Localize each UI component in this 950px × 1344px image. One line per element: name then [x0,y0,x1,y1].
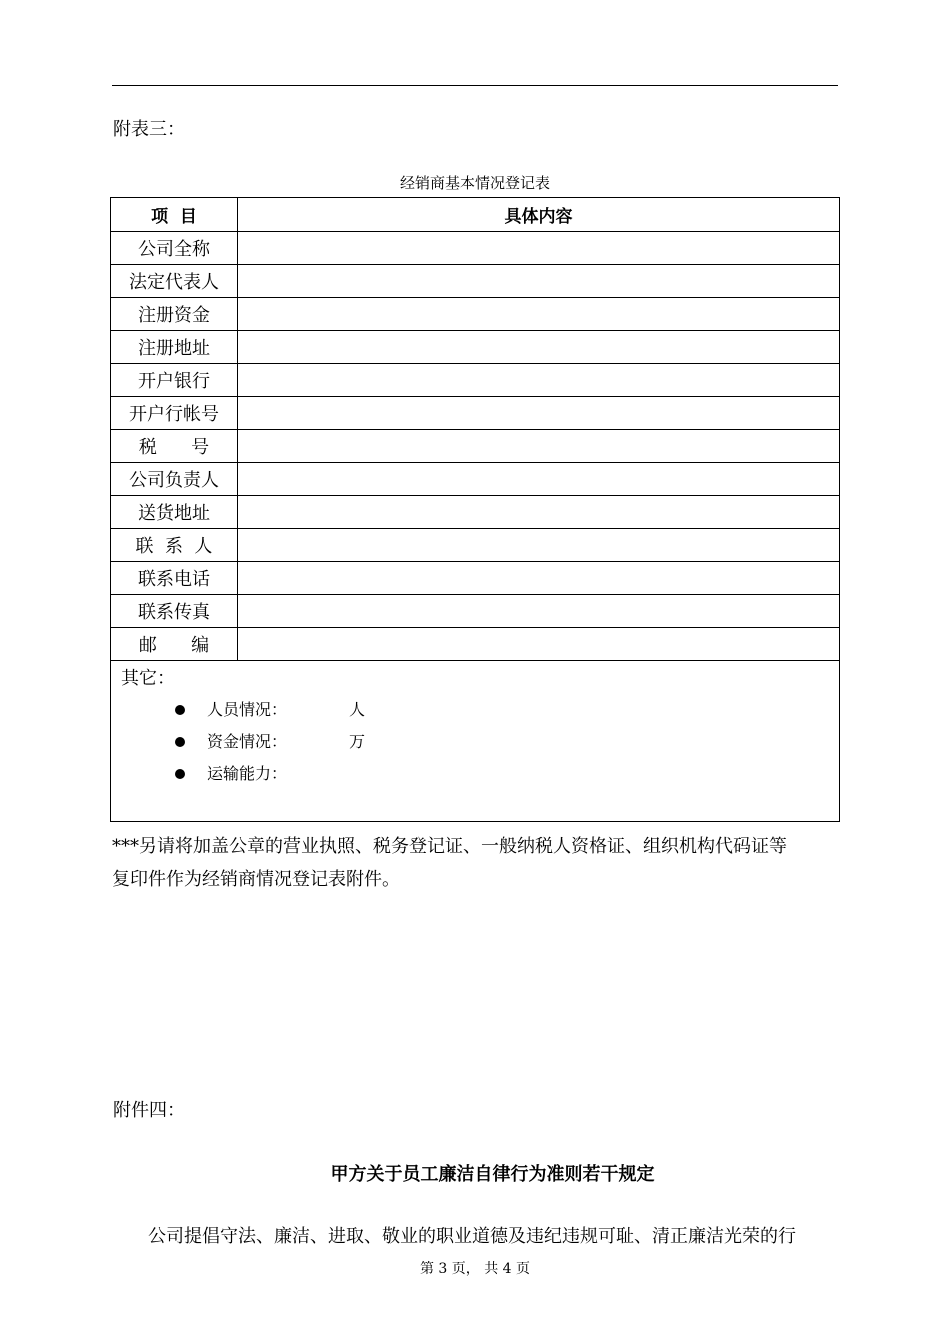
other-row [111,661,840,822]
registration-table [110,197,840,822]
body-paragraph: 公司提倡守法、廉洁、进取、敬业的职业道德及违纪违规可耻、清正廉洁光荣的行 [148,1226,796,1247]
row-value-cell[interactable] [238,529,840,562]
row-value-cell[interactable] [238,430,840,463]
row-label: 送货地址 [111,496,238,529]
item-unit: 人 [349,700,366,719]
row-value-cell[interactable] [238,232,840,265]
table-row [111,397,840,430]
row-value-cell[interactable] [238,331,840,364]
table-row [111,364,840,397]
table-row [111,463,840,496]
header-content: 具体内容 [238,198,840,232]
table-row [111,265,840,298]
row-label: 开户行帐号 [111,397,238,430]
item-label: 人员情况： [207,700,288,719]
row-label: 公司负责人 [111,463,238,496]
table-row [111,331,840,364]
table-row [111,628,840,661]
row-value-cell[interactable] [238,265,840,298]
row-label: 法定代表人 [111,265,238,298]
appendix-label: 附表三： [113,119,185,140]
note-line: 复印件作为经销商情况登记表附件。 [112,869,400,890]
bullet-icon [175,705,185,715]
row-label: 税 号 [111,430,238,463]
row-label: 注册资金 [111,298,238,331]
list-item [175,694,839,726]
table-row [111,430,840,463]
item-unit: 万 [349,732,366,751]
table-row [111,232,840,265]
row-value-cell[interactable] [238,595,840,628]
other-label: 其它： [121,668,175,689]
list-item [175,726,839,758]
page-footer: 第 3 页， 共 4 页 [419,1261,531,1277]
header-item: 项 目 [111,198,238,232]
row-value-cell[interactable] [238,628,840,661]
row-label: 联系电话 [111,562,238,595]
other-list [111,694,839,790]
table-title: 经销商基本情况登记表 [399,174,550,192]
bullet-icon [175,769,185,779]
row-label: 联 系 人 [111,529,238,562]
table-row [111,562,840,595]
item-label: 运输能力： [207,764,288,783]
note-line: ***另请将加盖公章的营业执照、税务登记证、一般纳税人资格证、组织机构代码证等 [112,836,787,857]
row-value-cell[interactable] [238,298,840,331]
row-value-cell[interactable] [238,397,840,430]
item-label: 资金情况： [207,732,288,751]
row-label: 注册地址 [111,331,238,364]
table-row [111,595,840,628]
row-label: 开户银行 [111,364,238,397]
table-row [111,298,840,331]
row-value-cell[interactable] [238,364,840,397]
table-header-row [111,198,840,232]
row-label: 公司全称 [111,232,238,265]
attachment-label: 附件四： [113,1100,185,1121]
row-label: 邮 编 [111,628,238,661]
table-row [111,496,840,529]
note-paragraph [112,830,840,896]
row-value-cell[interactable] [238,463,840,496]
row-value-cell[interactable] [238,496,840,529]
row-value-cell[interactable] [238,562,840,595]
table-row [111,529,840,562]
bullet-icon [175,737,185,747]
list-item [175,758,839,790]
rules-title: 甲方关于员工廉洁自律行为准则若干规定 [330,1164,655,1185]
other-cell [111,661,840,822]
header-rule [112,85,838,86]
row-label: 联系传真 [111,595,238,628]
